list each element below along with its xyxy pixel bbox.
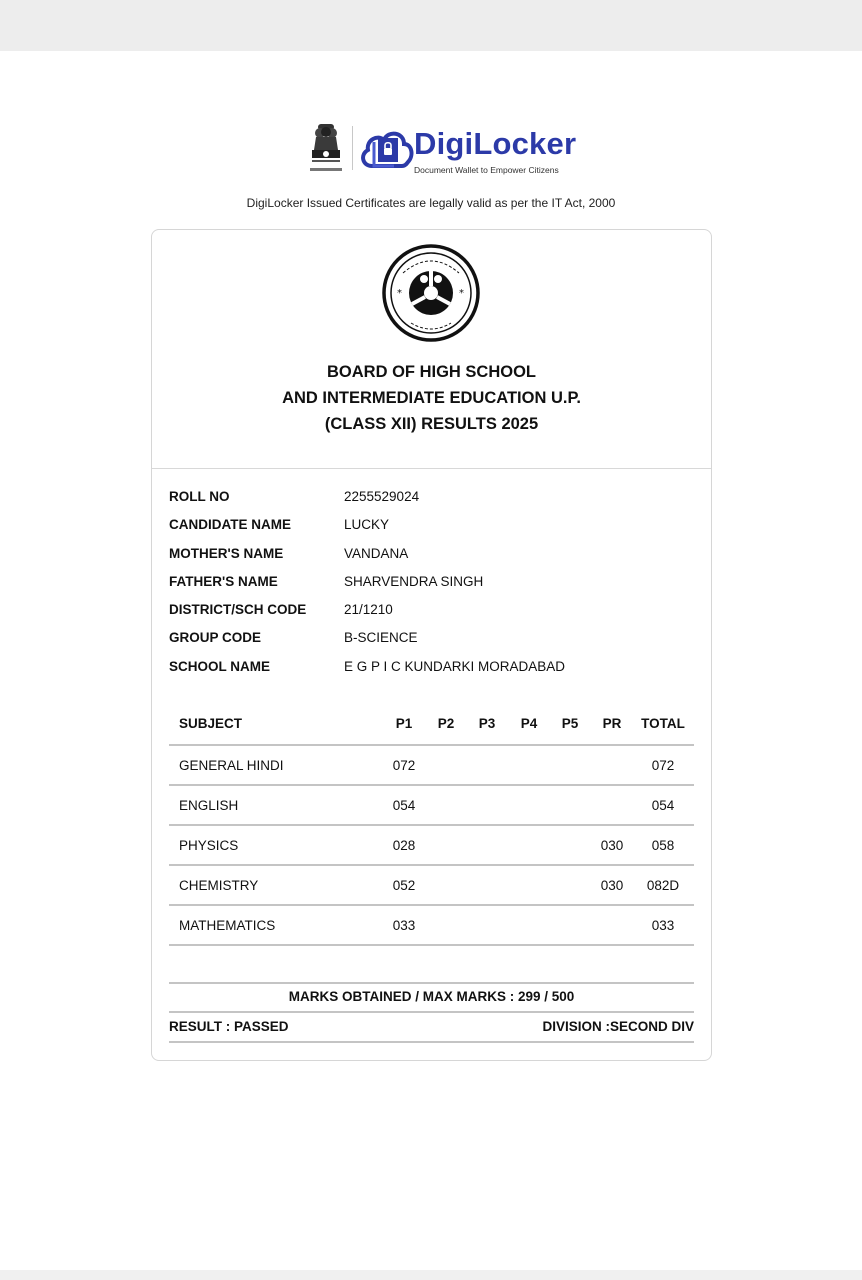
top-status-strip — [0, 0, 862, 51]
p1-cell: 033 — [392, 918, 416, 933]
column-header: SUBJECT — [179, 716, 243, 731]
svg-text:*: * — [397, 288, 402, 299]
legal-notice: DigiLocker Issued Certificates are legally valid as per the IT Act, 2000 — [246, 196, 616, 210]
info-value: SHARVENDRA SINGH — [344, 573, 484, 589]
marks-table-header — [169, 704, 694, 746]
subject-cell: CHEMISTRY — [179, 878, 259, 893]
p1-cell: 054 — [392, 798, 416, 813]
brand-tagline: Document Wallet to Empower Citizens — [414, 165, 559, 175]
info-value: 21/1210 — [344, 602, 393, 618]
board-title-line-1: BOARD OF HIGH SCHOOL — [327, 363, 536, 381]
info-value: E G P I C KUNDARKI MORADABAD — [344, 658, 566, 674]
info-value: LUCKY — [344, 517, 390, 533]
total-cell: 033 — [651, 918, 675, 933]
column-header: P2 — [437, 716, 455, 731]
info-label: CANDIDATE NAME — [169, 517, 291, 533]
result-status: RESULT : PASSED — [169, 1019, 289, 1034]
table-row — [169, 786, 694, 826]
division-status: DIVISION :SECOND DIV — [542, 1019, 694, 1034]
column-header: TOTAL — [641, 716, 685, 731]
table-row — [169, 906, 694, 946]
total-cell: 072 — [651, 758, 675, 773]
pr-cell: 030 — [600, 838, 624, 853]
column-header: PR — [602, 716, 622, 731]
national-emblem-icon — [306, 120, 346, 178]
bottom-strip — [0, 1270, 862, 1280]
info-row-roll-no — [169, 489, 689, 517]
summary-divider — [169, 982, 694, 984]
board-title-line-2: AND INTERMEDIATE EDUCATION U.P. — [282, 389, 581, 407]
column-header: P4 — [520, 716, 538, 731]
column-header: P3 — [478, 716, 496, 731]
table-row — [169, 826, 694, 866]
board-title-line-3: (CLASS XII) RESULTS 2025 — [324, 415, 539, 433]
column-header: P5 — [561, 716, 579, 731]
subject-cell: GENERAL HINDI — [179, 758, 284, 773]
info-row-school-name — [169, 659, 689, 687]
marks-obtained-summary: MARKS OBTAINED / MAX MARKS : 299 / 500 — [288, 989, 575, 1004]
p1-cell: 052 — [392, 878, 416, 893]
info-row-district-code — [169, 602, 689, 630]
summary-divider — [169, 1041, 694, 1043]
info-label: SCHOOL NAME — [169, 658, 271, 674]
marks-table — [169, 704, 694, 946]
subject-cell: PHYSICS — [179, 838, 239, 853]
brand-name: DigiLocker — [414, 126, 577, 161]
info-row-fathers-name — [169, 574, 689, 602]
info-value: 2255529024 — [344, 489, 420, 504]
brand-divider — [352, 126, 353, 170]
total-cell: 082D — [646, 878, 680, 893]
table-row — [169, 746, 694, 786]
board-title — [152, 359, 711, 437]
p1-cell: 028 — [392, 838, 416, 853]
table-row — [169, 866, 694, 906]
info-value: B-SCIENCE — [344, 630, 418, 646]
info-label: ROLL NO — [169, 489, 230, 504]
up-board-seal-icon — [381, 243, 481, 343]
digilocker-brand-header — [306, 118, 577, 180]
subject-cell: MATHEMATICS — [179, 918, 276, 933]
header-divider — [152, 468, 711, 469]
info-label: DISTRICT/SCH CODE — [169, 602, 307, 618]
info-label: MOTHER'S NAME — [169, 545, 284, 561]
digilocker-cloud-lock-icon — [358, 126, 414, 172]
column-header: P1 — [395, 716, 413, 731]
total-cell: 054 — [651, 798, 675, 813]
result-card — [151, 229, 712, 1061]
total-cell: 058 — [651, 838, 675, 853]
p1-cell: 072 — [392, 758, 416, 773]
info-label: GROUP CODE — [169, 630, 262, 646]
subject-cell: ENGLISH — [179, 798, 239, 813]
info-label: FATHER'S NAME — [169, 573, 278, 589]
pr-cell: 030 — [600, 878, 624, 893]
info-row-group-code — [169, 630, 689, 658]
info-value: VANDANA — [344, 545, 409, 561]
candidate-details — [169, 489, 689, 687]
info-row-candidate-name — [169, 517, 689, 545]
info-row-mothers-name — [169, 546, 689, 574]
svg-text:*: * — [459, 288, 464, 299]
summary-divider — [169, 1011, 694, 1013]
